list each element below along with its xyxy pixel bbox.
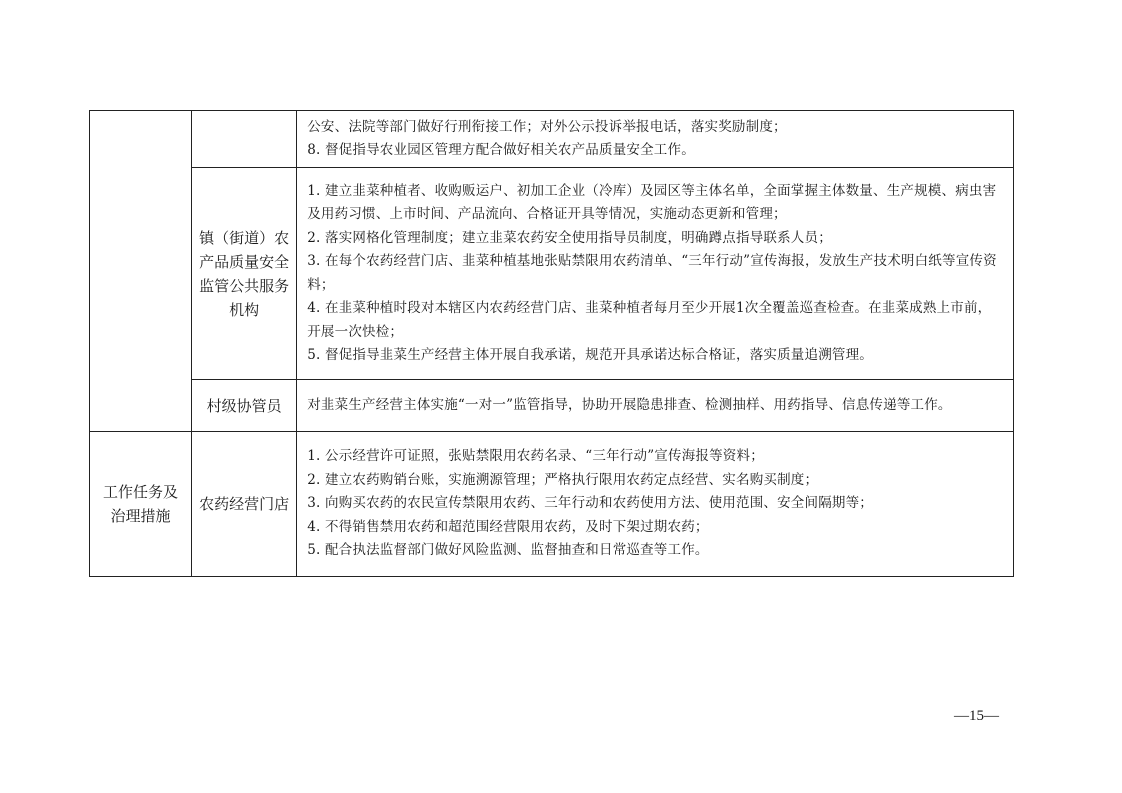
list-item: 1. 建立韭菜种植者、收购贩运户、初加工企业（冷库）及园区等主体名单，全面掌握主体数量、生产规模、病虫害及用药习惯、上市时间、产品流向、合格证开具等情况，实施动态更新和管理；: [307, 182, 997, 222]
list-item: 2. 落实网格化管理制度；建立韭菜农药安全使用指导员制度，明确蹲点指导联系人员；: [307, 229, 832, 246]
list-item: 4. 不得销售禁用农药和超范围经营限用农药，及时下架过期农药；: [307, 518, 709, 535]
subject-cell: 镇（街道）农产品质量安全监管公共服务机构: [192, 168, 297, 380]
list-item: 5. 督促指导韭菜生产经营主体开展自我承诺，规范开具承诺达标合格证，落实质量追溯管理。: [307, 347, 873, 363]
subject-cell: 农药经营门店: [192, 432, 297, 577]
list-item: 对韭菜生产经营主体实施“一对一”监管指导，协助开展隐患排查、检测抽样、用药指导、信息传递等工作。: [307, 396, 952, 413]
category-cell-continued: [90, 111, 192, 432]
table-row: [90, 380, 1014, 432]
list-item: 公安、法院等部门做好行刑衔接工作；对外公示投诉举报电话，落实奖励制度；: [307, 118, 787, 135]
content-cell: [297, 168, 1014, 380]
table-row: [90, 168, 1014, 380]
list-item: 3. 在每个农药经营门店、韭菜种植基地张贴禁限用农药清单、“三年行动”宣传海报，发放生产技术明白纸等宣传资料；: [307, 253, 997, 293]
list-item: 1. 公示经营许可证照，张贴禁限用农药名录、“三年行动”宣传海报等资料；: [307, 448, 764, 465]
measures-table: [89, 110, 1014, 577]
table-row: [90, 432, 1014, 577]
list-item: 8. 督促指导农业园区管理方配合做好相关农产品质量安全工作。: [307, 142, 695, 158]
list-item: 4. 在韭菜种植时段对本辖区内农药经营门店、韭菜种植者每月至少开展1次全覆盖巡查检查。在韭菜成熟上市前，开展一次快检；: [307, 300, 992, 340]
content-cell: [297, 432, 1014, 577]
content-cell: [297, 380, 1014, 432]
list-item: 2. 建立农药购销台账，实施溯源管理；严格执行限用农药定点经营、实名购买制度；: [307, 471, 819, 488]
content-cell: [297, 111, 1014, 168]
subject-cell: [192, 111, 297, 168]
list-item: 3. 向购买农药的农民宣传禁限用农药、三年行动和农药使用方法、使用范围、安全间隔期等；: [307, 495, 873, 512]
category-cell: 工作任务及治理措施: [90, 432, 192, 577]
subject-cell: 村级协管员: [192, 380, 297, 432]
page-number: —15—: [954, 708, 999, 724]
table-row: [90, 111, 1014, 168]
list-item: 5. 配合执法监督部门做好风险监测、监督抽查和日常巡查等工作。: [307, 542, 709, 559]
